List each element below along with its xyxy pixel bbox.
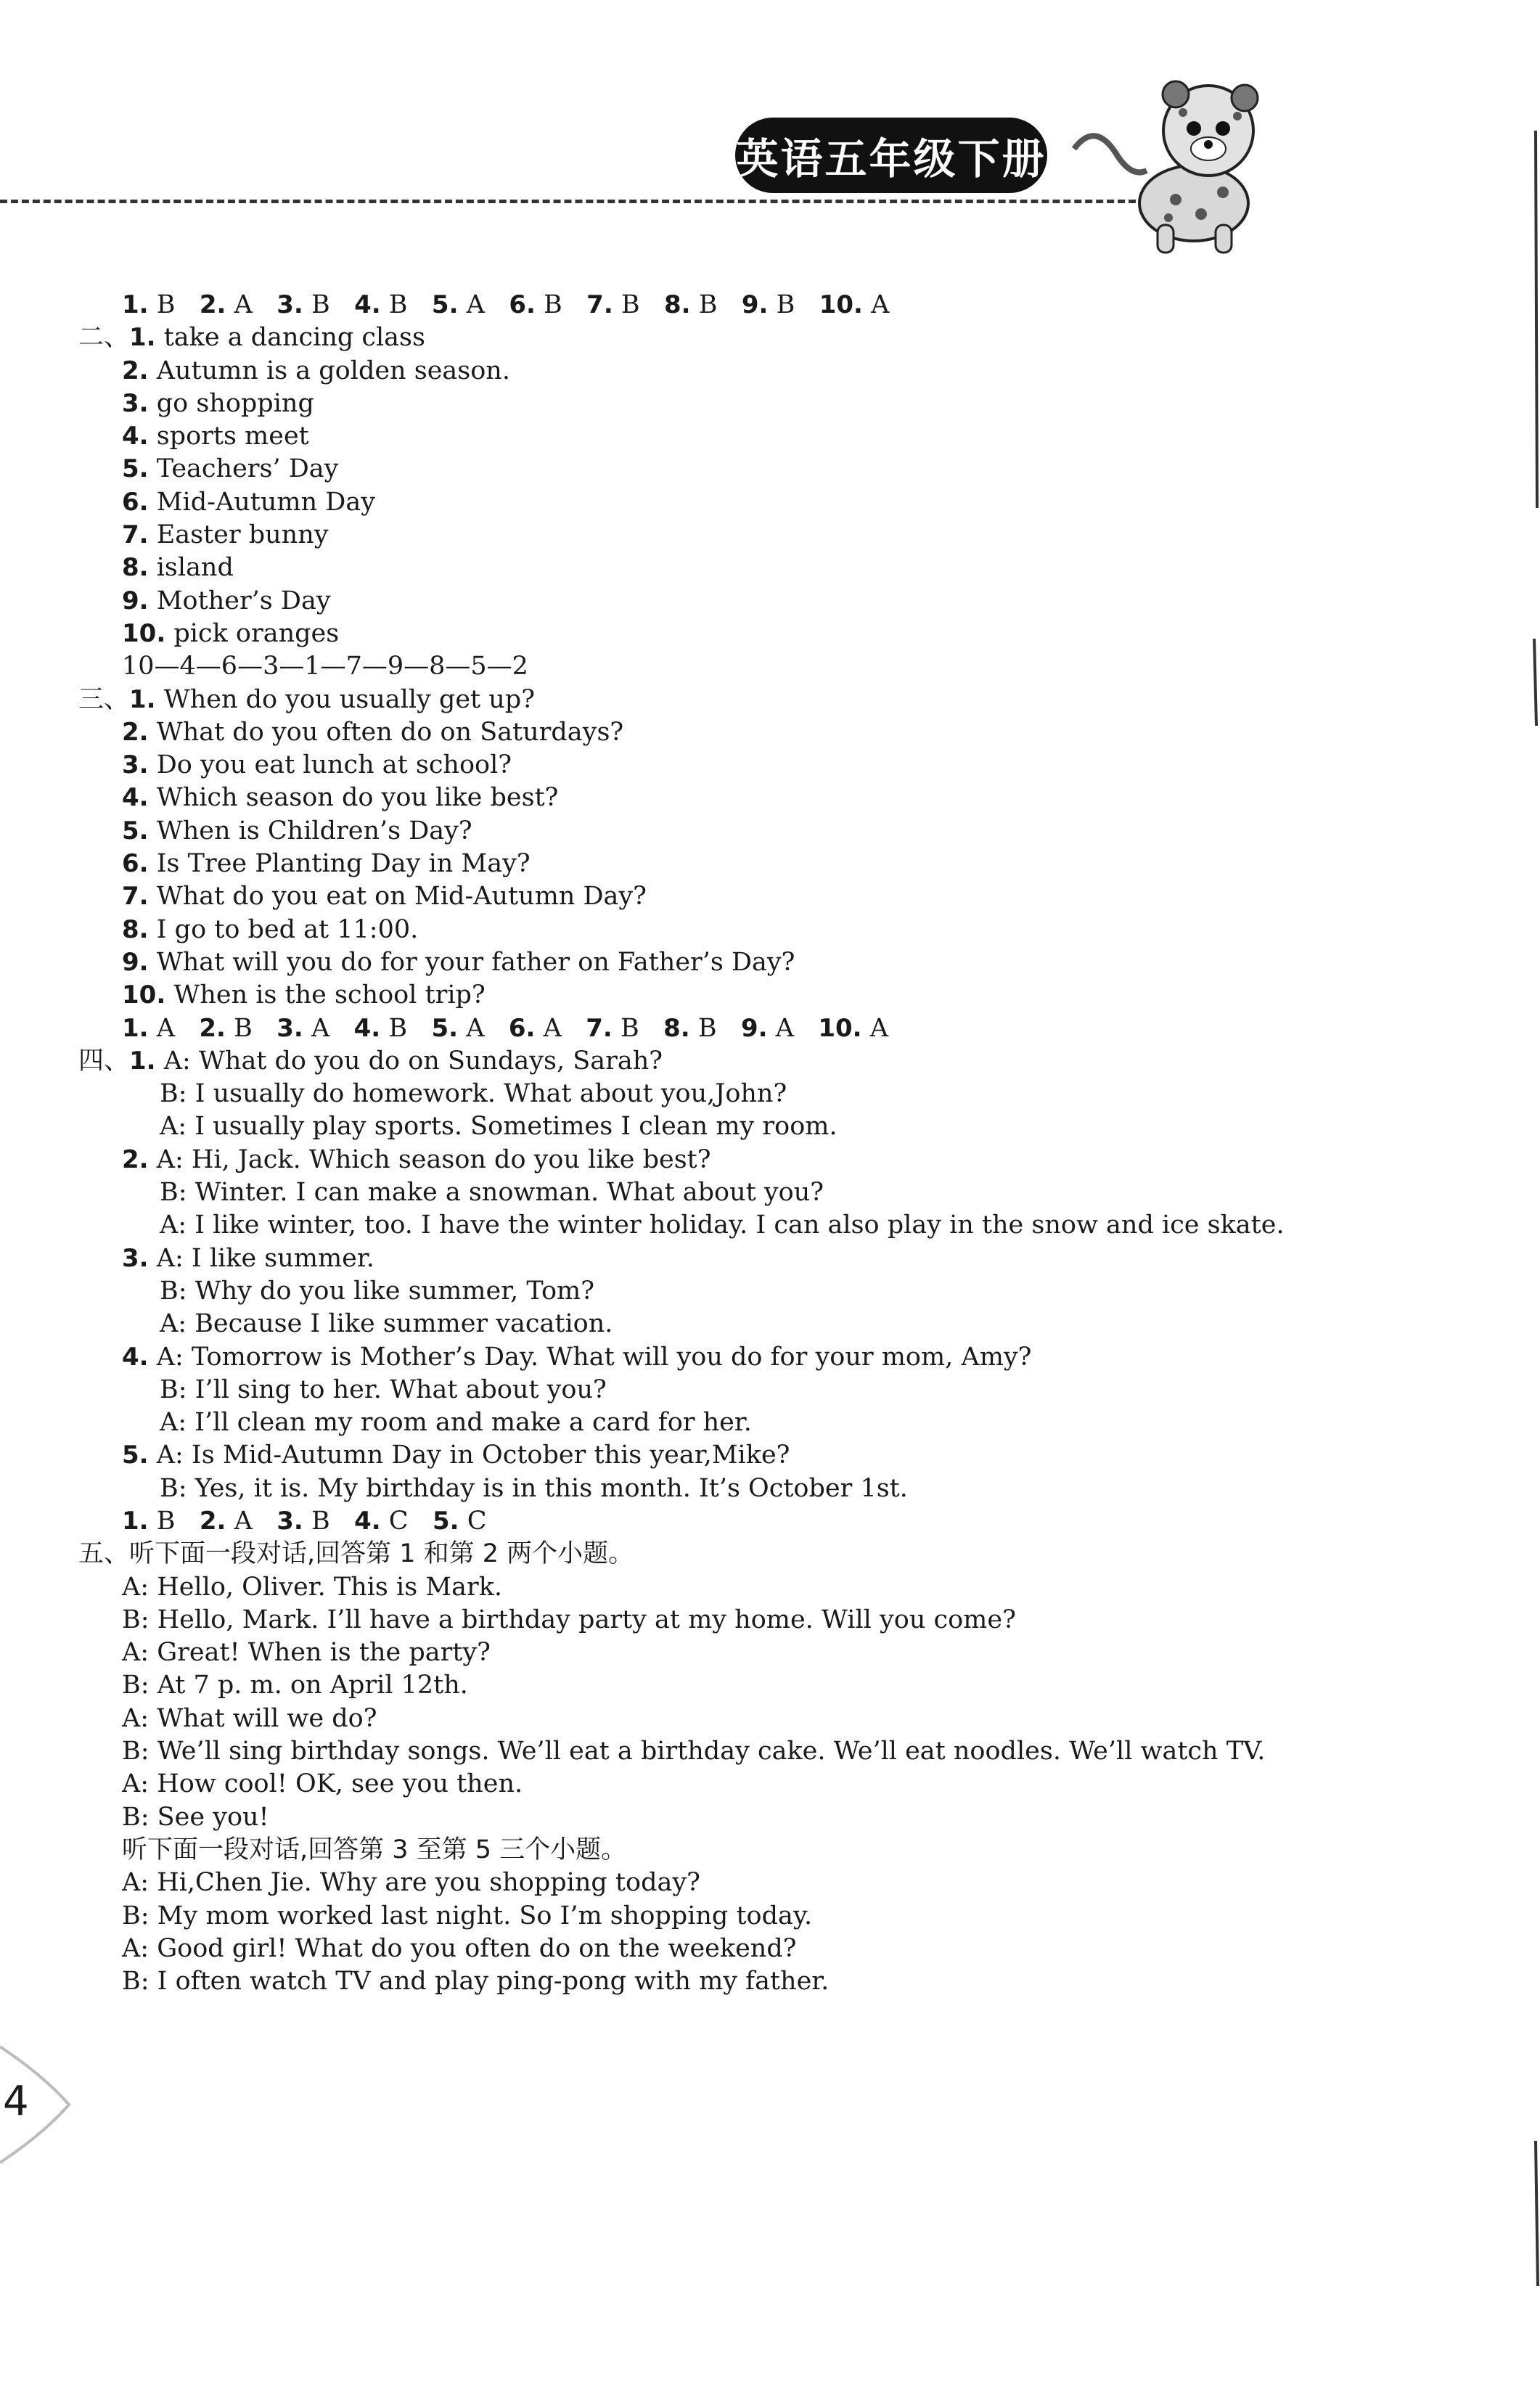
- answer-row-section1: 1. B 2. A 3. B 4. B 5. A 6. B 7. B 8. B 9. B 10. A: [122, 290, 890, 319]
- dialogue-line: A: Good girl! What do you often do on the weekend?: [122, 1933, 797, 1963]
- list-item: 9. What will you do for your father on Father’s Day?: [122, 947, 795, 977]
- dialogue-line: B: I usually do homework. What about you,John?: [160, 1079, 787, 1109]
- list-item: 6. Is Tree Planting Day in May?: [122, 849, 531, 879]
- dialogue-line: 4. A: Tomorrow is Mother’s Day. What will you do for your mom, Amy?: [122, 1342, 1032, 1372]
- dialogue-line: B: We’ll sing birthday songs. We’ll eat a birthday cake. We’ll eat noodles. We’ll watch TV.: [122, 1737, 1266, 1766]
- list-item: 9. Mother’s Day: [122, 586, 331, 615]
- dialogue-line: A: How cool! OK, see you then.: [122, 1769, 523, 1799]
- dialogue-line: B: I often watch TV and play ping-pong with my father.: [122, 1967, 830, 1996]
- list-item: 10. When is the school trip?: [122, 980, 486, 1010]
- list-item: 7. What do you eat on Mid-Autumn Day?: [122, 882, 647, 912]
- dialogue-line: A: Hello, Oliver. This is Mark.: [122, 1572, 503, 1602]
- header-dashed-line: [0, 200, 1147, 203]
- leopard-cub-icon: [1067, 69, 1285, 258]
- section-intro: 五、听下面一段对话,回答第 1 和第 2 两个小题。: [78, 1539, 634, 1569]
- page-number: 4: [3, 2077, 29, 2125]
- order-sequence: 10—4—6—3—1—7—9—8—5—2: [122, 652, 528, 681]
- answer-row-section3: 1. A 2. B 3. A 4. B 5. A 6. A 7. B 8. B 9. A 10. A: [122, 1013, 888, 1043]
- list-item: 8. island: [122, 553, 234, 583]
- dialogue-line: A: Great! When is the party?: [122, 1638, 491, 1668]
- dialogue-line: 四、1. A: What do you do on Sundays, Sarah?: [78, 1046, 663, 1076]
- book-title: 英语五年级下册: [736, 134, 1047, 184]
- list-item: 6. Mid-Autumn Day: [122, 487, 375, 517]
- dialogue-line: 5. A: Is Mid-Autumn Day in October this year,Mike?: [122, 1441, 790, 1470]
- dialogue-line: B: I’ll sing to her. What about you?: [160, 1375, 607, 1404]
- list-item: 2. Autumn is a golden season.: [122, 356, 510, 385]
- dialogue-line: A: I like winter, too. I have the winter holiday. I can also play in the snow and ice skate.: [160, 1211, 1285, 1240]
- list-item: 二、1. take a dancing class: [78, 323, 425, 353]
- dialogue-line: 2. A: Hi, Jack. Which season do you like best?: [122, 1144, 711, 1174]
- dialogue-line: A: What will we do?: [122, 1703, 377, 1733]
- list-item: 三、1. When do you usually get up?: [78, 684, 535, 714]
- dialogue-line: B: Why do you like summer, Tom?: [160, 1276, 594, 1306]
- list-item: 2. What do you often do on Saturdays?: [122, 717, 624, 747]
- dialogue-line: A: Because I like summer vacation.: [160, 1309, 613, 1339]
- dialogue-line: B: At 7 p. m. on April 12th.: [122, 1671, 468, 1700]
- dialogue-line: A: Hi,Chen Jie. Why are you shopping today?: [122, 1868, 700, 1898]
- dialogue-line: B: See you!: [122, 1802, 269, 1832]
- section-intro: 听下面一段对话,回答第 3 至第 5 三个小题。: [122, 1835, 627, 1864]
- dialogue-line: B: My mom worked last night. So I’m shopping today.: [122, 1901, 813, 1930]
- list-item: 5. Teachers’ Day: [122, 454, 339, 484]
- dialogue-line: A: I’ll clean my room and make a card for her.: [160, 1408, 752, 1438]
- list-item: 3. Do you eat lunch at school?: [122, 750, 512, 780]
- list-item: 4. sports meet: [122, 422, 309, 451]
- dialogue-line: A: I usually play sports. Sometimes I clean my room.: [160, 1112, 837, 1142]
- dialogue-line: B: Yes, it is. My birthday is in this month. It’s October 1st.: [160, 1473, 908, 1503]
- list-item: 4. Which season do you like best?: [122, 783, 559, 813]
- scan-edge-decoration: [1518, 0, 1540, 2400]
- list-item: 3. go shopping: [122, 388, 314, 418]
- answer-row-section4: 1. B 2. A 3. B 4. C 5. C: [122, 1506, 487, 1536]
- book-title-badge: [735, 118, 1047, 193]
- answer-content: [78, 289, 1457, 1998]
- dialogue-line: 3. A: I like summer.: [122, 1243, 374, 1273]
- list-item: 10. pick oranges: [122, 618, 340, 648]
- list-item: 8. I go to bed at 11:00.: [122, 914, 419, 944]
- list-item: 5. When is Children’s Day?: [122, 816, 472, 845]
- dialogue-line: B: Hello, Mark. I’ll have a birthday party at my home. Will you come?: [122, 1605, 1016, 1634]
- list-item: 7. Easter bunny: [122, 520, 329, 550]
- dialogue-line: B: Winter. I can make a snowman. What about you?: [160, 1178, 824, 1208]
